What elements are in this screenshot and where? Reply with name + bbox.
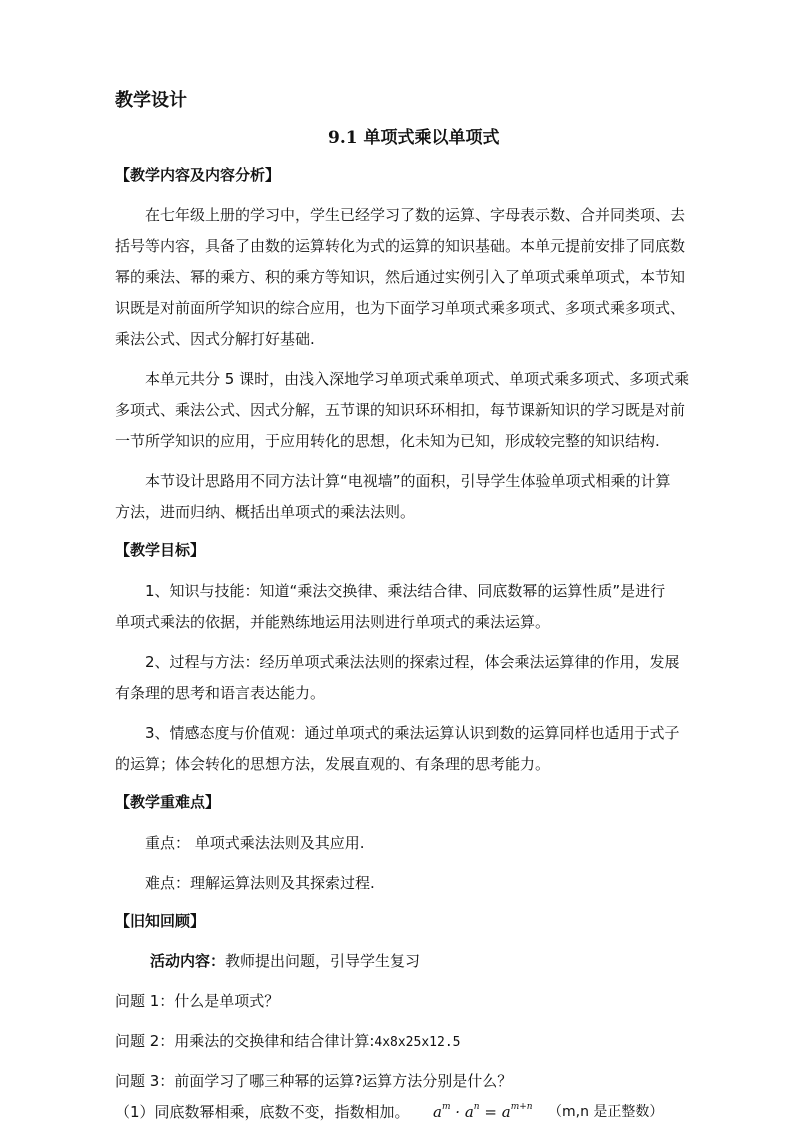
question-2-expression: 4x8x25x12.5 <box>374 1035 461 1050</box>
section-heading-review: 【旧知回顾】 <box>115 912 206 930</box>
goal-line: 有条理的思考和语言表达能力。 <box>115 684 326 702</box>
section-heading-content-analysis: 【教学内容及内容分析】 <box>115 166 281 184</box>
question-2-text: 问题 2：用乘法的交换律和结合律计算: <box>115 1032 375 1050</box>
paragraph-line: 乘法公式、因式分解打好基础. <box>115 330 315 348</box>
formula-equals: = <box>484 1103 497 1121</box>
difficult-point: 难点：理解运算法则及其探索过程. <box>145 874 375 892</box>
goal-line: 的运算；体会转化的思想方法，发展直观的、有条理的思考能力。 <box>115 755 551 773</box>
formula-base: a <box>433 1103 442 1121</box>
formula-base: a <box>501 1103 511 1121</box>
paragraph-line: 幂的乘法、幂的乘方、积的乘方等知识，然后通过实例引入了单项式乘单项式，本节知 <box>115 268 686 286</box>
activity-label: 活动内容： <box>150 952 226 970</box>
paragraph-line: 在七年级上册的学习中，学生已经学习了数的运算、字母表示数、合并同类项、去 <box>145 206 686 224</box>
paragraph-line: 本节设计思路用不同方法计算“电视墙”的面积，引导学生体验单项式相乘的计算 <box>145 472 671 490</box>
activity-line <box>150 950 420 972</box>
activity-text: 教师提出问题，引导学生复习 <box>225 952 421 970</box>
goal-line: 1、知识与技能：知道“乘法交换律、乘法结合律、同底数幂的运算性质”是进行 <box>145 582 666 600</box>
lesson-title: 9.1 单项式乘以单项式 <box>328 128 500 148</box>
question-3: 问题 3：前面学习了哪三种幂的运算?运算方法分别是什么？ <box>115 1072 513 1090</box>
formula-exponent: n <box>473 1102 480 1112</box>
question-2 <box>115 1030 460 1054</box>
paragraph-line: 识既是对前面所学知识的综合应用，也为下面学习单项式乘多项式、多项式乘多项式、 <box>115 299 686 317</box>
question-1: 问题 1：什么是单项式？ <box>115 992 280 1010</box>
paragraph-line: 多项式、乘法公式、因式分解，五节课的知识环环相扣，每节课新知识的学习既是对前 <box>115 401 686 419</box>
section-heading-goals: 【教学目标】 <box>115 541 206 559</box>
formula-exponent: m+n <box>510 1102 533 1112</box>
formula-exponent: m <box>441 1102 451 1112</box>
doc-title: 教学设计 <box>115 90 187 111</box>
section-heading-keypoints: 【教学重难点】 <box>115 793 221 811</box>
power-product-formula <box>433 1096 533 1123</box>
paragraph-line: 本单元共分 5 课时，由浅入深地学习单项式乘单项式、单项式乘多项式、多项式乘 <box>145 370 690 388</box>
paragraph-line: 方法，进而归纳、概括出单项式的乘法法则。 <box>115 503 416 521</box>
key-point: 重点： 单项式乘法法则及其应用. <box>145 834 365 852</box>
rule-1-text: （1）同底数幂相乘，底数不变，指数相加。 <box>115 1103 410 1121</box>
goal-line: 2、过程与方法：经历单项式乘法法则的探索过程，体会乘法运算律的作用，发展 <box>145 653 680 671</box>
goal-line: 3、情感态度与价值观：通过单项式的乘法运算认识到数的运算同样也适用于式子 <box>145 724 680 742</box>
formula-base: a <box>464 1103 474 1121</box>
goal-line: 单项式乘法的依据，并能熟练地运用法则进行单项式的乘法运算。 <box>115 613 551 631</box>
formula-dot: · <box>455 1103 461 1121</box>
paragraph-line: 一节所学知识的应用，于应用转化的思想，化未知为已知，形成较完整的知识结构. <box>115 432 660 450</box>
paragraph-line: 括号等内容，具备了由数的运算转化为式的运算的知识基础。本单元提前安排了同底数 <box>115 237 686 255</box>
rule-1-note: （m,n 是正整数） <box>548 1104 664 1120</box>
